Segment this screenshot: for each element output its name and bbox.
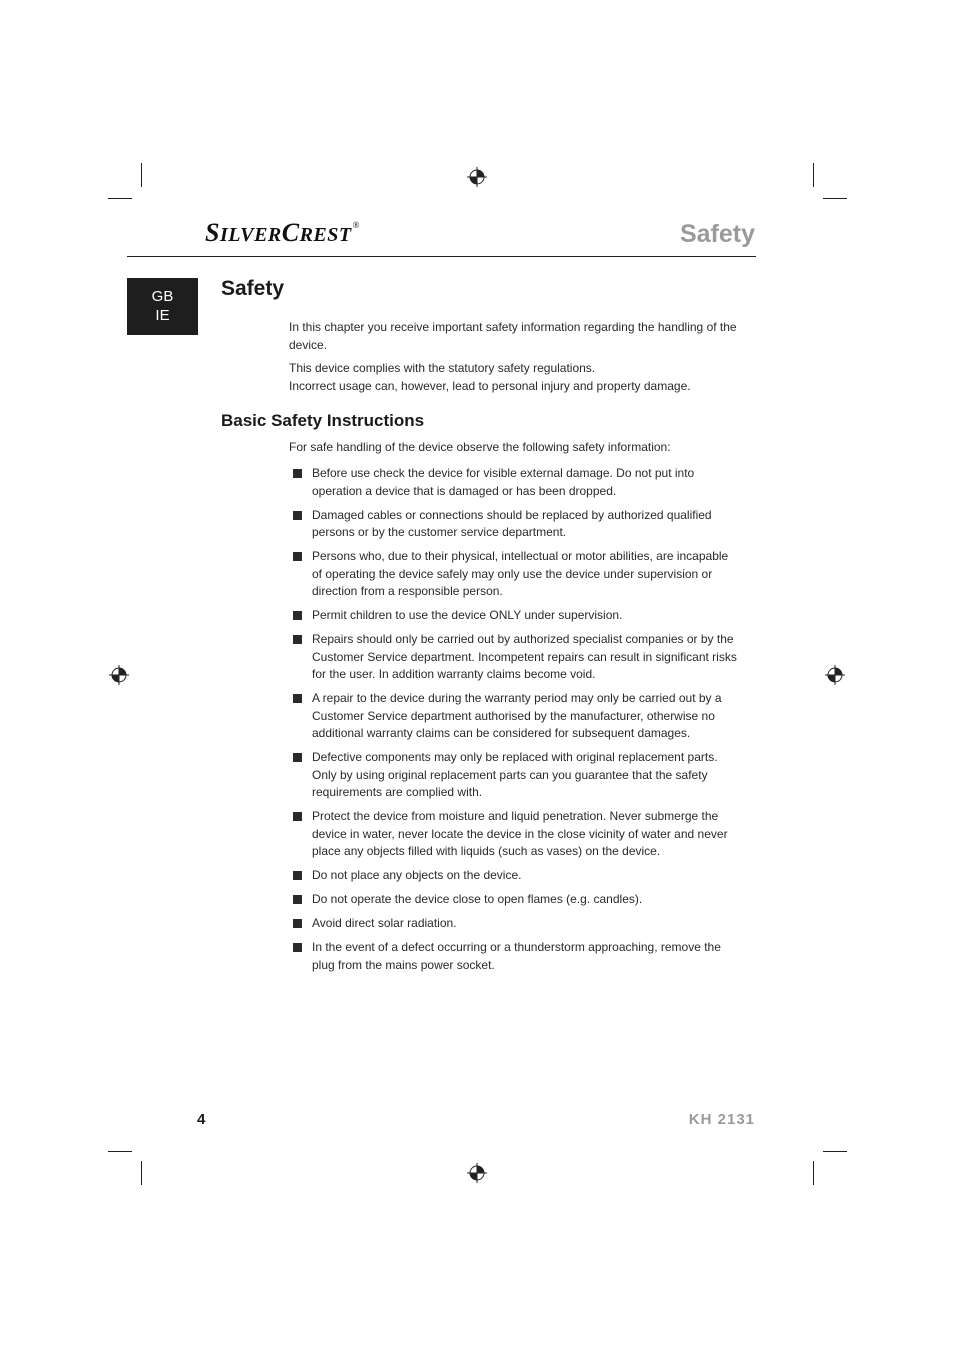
list-item-text: Persons who, due to their physical, intellectual or motor abilities, are incapable of operating the device safely may only use the device under supervision or direction from a responsible person. bbox=[312, 549, 729, 598]
square-bullet-icon bbox=[293, 812, 302, 821]
language-code-gb: GB bbox=[151, 288, 174, 305]
square-bullet-icon bbox=[293, 511, 302, 520]
list-item bbox=[289, 808, 741, 861]
crop-mark-top-left-v bbox=[141, 163, 142, 187]
square-bullet-icon bbox=[293, 635, 302, 644]
list-item-text: Damaged cables or connections should be replaced by authorized qualified persons or by the customer service department. bbox=[312, 507, 712, 539]
list-item bbox=[289, 548, 741, 601]
crop-mark-bottom-right-h bbox=[823, 1151, 847, 1152]
list-item bbox=[289, 891, 741, 909]
model-number: KH 2131 bbox=[688, 1111, 755, 1128]
intro-section bbox=[289, 319, 741, 395]
crop-mark-top-right-v bbox=[813, 163, 814, 187]
list-item bbox=[289, 631, 741, 684]
crop-mark-bottom-left-v bbox=[141, 1161, 142, 1185]
intro-line: Incorrect usage can, however, lead to personal injury and property damage. bbox=[289, 378, 691, 393]
brand-initial-c: C bbox=[281, 218, 300, 247]
square-bullet-icon bbox=[293, 694, 302, 703]
registration-mark-icon bbox=[467, 1163, 487, 1183]
crop-mark-top-right-h bbox=[823, 198, 847, 199]
header-section-title: Safety bbox=[679, 220, 755, 248]
square-bullet-icon bbox=[293, 552, 302, 561]
list-item bbox=[289, 690, 741, 743]
registration-mark-icon bbox=[825, 665, 845, 685]
section-subheading: Basic Safety Instructions bbox=[221, 411, 425, 430]
list-item-text: A repair to the device during the warranty period may only be carried out by a Customer Service department authorised by the manufacturer, otherwise no additional warranty claims can be considered for subsequent damages. bbox=[312, 691, 722, 740]
square-bullet-icon bbox=[293, 895, 302, 904]
list-item bbox=[289, 607, 741, 625]
square-bullet-icon bbox=[293, 919, 302, 928]
list-item-text: Before use check the device for visible external damage. Do not put into operation a device that is damaged or has been dropped. bbox=[312, 466, 695, 498]
page-number: 4 bbox=[197, 1111, 206, 1128]
registered-mark: ® bbox=[352, 220, 360, 230]
language-code-ie: IE bbox=[155, 307, 170, 324]
brand-rest-2: REST bbox=[299, 224, 352, 246]
list-item-text: Do not operate the device close to open flames (e.g. candles). bbox=[312, 892, 643, 906]
brand-initial-s: S bbox=[205, 218, 220, 247]
square-bullet-icon bbox=[293, 753, 302, 762]
header-divider bbox=[127, 256, 756, 257]
list-item-text: Repairs should only be carried out by authorized specialist companies or by the Customer Service department. Incompetent repairs can result in significant risks for the user. In addition warranty claims become void. bbox=[312, 632, 737, 681]
square-bullet-icon bbox=[293, 469, 302, 478]
crop-mark-bottom-left-h bbox=[108, 1151, 132, 1152]
language-tab bbox=[127, 278, 198, 335]
list-item-text: Permit children to use the device ONLY under supervision. bbox=[312, 608, 623, 622]
brand-logo bbox=[205, 218, 360, 248]
crop-mark-top-left-h bbox=[108, 198, 132, 199]
list-item-text: Defective components may only be replaced with original replacement parts. Only by using original replacement parts can you guarantee that the safety requirements are complied with. bbox=[312, 750, 718, 799]
safety-instructions-list bbox=[289, 465, 741, 981]
list-item bbox=[289, 507, 741, 542]
list-item-text: In the event of a defect occurring or a thunderstorm approaching, remove the plug from the mains power socket. bbox=[312, 940, 721, 972]
list-item bbox=[289, 465, 741, 500]
list-item bbox=[289, 939, 741, 974]
list-item-text: Do not place any objects on the device. bbox=[312, 868, 522, 882]
brand-rest-1: ILVER bbox=[219, 224, 282, 246]
square-bullet-icon bbox=[293, 611, 302, 620]
intro-paragraph bbox=[289, 360, 741, 395]
list-item-text: Avoid direct solar radiation. bbox=[312, 916, 457, 930]
intro-paragraph: In this chapter you receive important safety information regarding the handling of the device. bbox=[289, 320, 737, 352]
intro-line: This device complies with the statutory safety regulations. bbox=[289, 361, 596, 375]
square-bullet-icon bbox=[293, 943, 302, 952]
list-item bbox=[289, 749, 741, 802]
list-item bbox=[289, 867, 741, 885]
list-item bbox=[289, 915, 741, 933]
registration-mark-icon bbox=[109, 665, 129, 685]
page-heading: Safety bbox=[221, 277, 285, 300]
square-bullet-icon bbox=[293, 871, 302, 880]
crop-mark-bottom-right-v bbox=[813, 1161, 814, 1185]
list-item-text: Protect the device from moisture and liquid penetration. Never submerge the device in water, never locate the device in the close vicinity of water and never place any objects filled with liquids (such as vases) on the device. bbox=[312, 809, 728, 858]
lead-paragraph: For safe handling of the device observe the following safety information: bbox=[289, 440, 671, 454]
registration-mark-icon bbox=[467, 167, 487, 187]
